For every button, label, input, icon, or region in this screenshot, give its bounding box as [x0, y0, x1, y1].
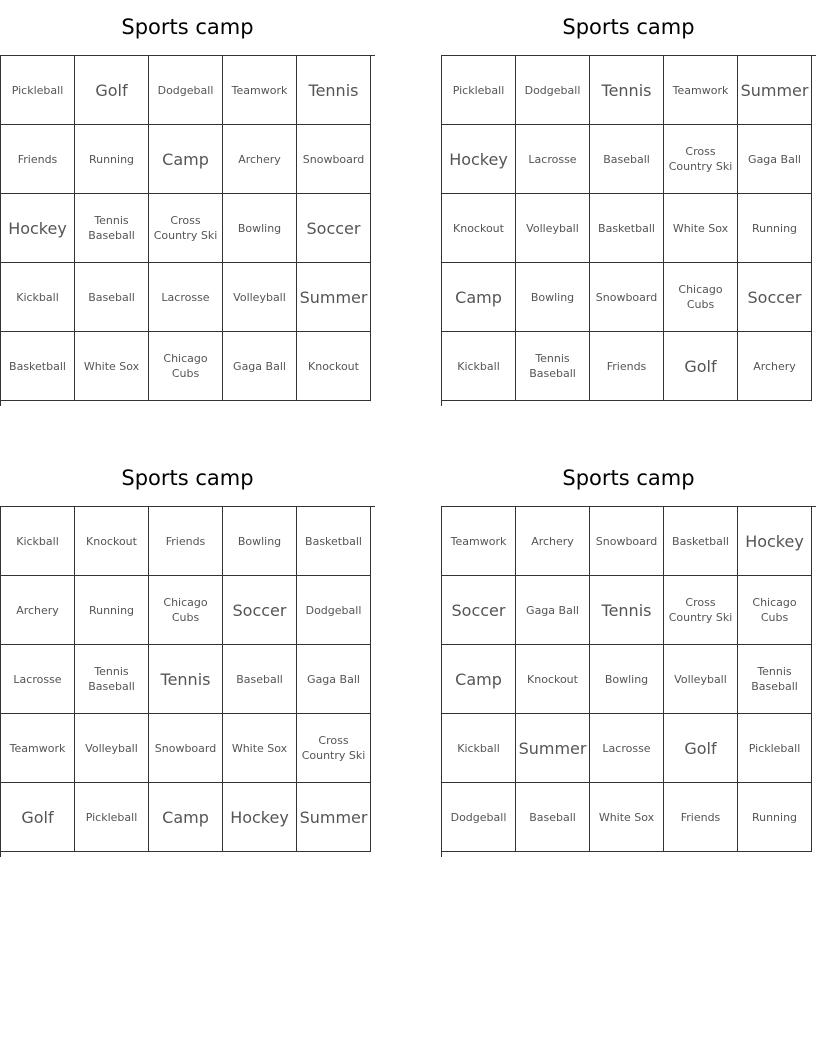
bingo-cell: Pickleball: [442, 56, 516, 125]
bingo-cell: Teamwork: [1, 714, 75, 783]
bingo-cell: Tennis: [590, 576, 664, 645]
bingo-cell: Volleyball: [664, 645, 738, 714]
bingo-cell: Pickleball: [738, 714, 812, 783]
bingo-cell: Camp: [149, 783, 223, 852]
bingo-cell: Kickball: [442, 714, 516, 783]
bingo-cell: Cross Country Ski: [297, 714, 371, 783]
bingo-cell: Chicago Cubs: [664, 263, 738, 332]
bingo-cell: Camp: [442, 263, 516, 332]
bingo-cell: Lacrosse: [149, 263, 223, 332]
bingo-cell: Tennis: [149, 645, 223, 714]
bingo-cell: Knockout: [516, 645, 590, 714]
bingo-cell: Snowboard: [149, 714, 223, 783]
bingo-cell: Running: [75, 576, 149, 645]
bingo-cell: Basketball: [297, 507, 371, 576]
bingo-cell: Tennis: [590, 56, 664, 125]
bingo-cell: Tennis Baseball: [75, 194, 149, 263]
bingo-cell: Friends: [149, 507, 223, 576]
bingo-grid: [0, 506, 375, 857]
bingo-cell: Chicago Cubs: [149, 332, 223, 401]
bingo-cell: Friends: [664, 783, 738, 852]
bingo-cell: Snowboard: [297, 125, 371, 194]
bingo-cell: Summer: [297, 783, 371, 852]
bingo-cell: Volleyball: [75, 714, 149, 783]
bingo-cell: Summer: [297, 263, 371, 332]
bingo-cell: Summer: [738, 56, 812, 125]
bingo-cell: Baseball: [590, 125, 664, 194]
bingo-cell: Lacrosse: [516, 125, 590, 194]
bingo-cell: Soccer: [442, 576, 516, 645]
bingo-cell: White Sox: [223, 714, 297, 783]
bingo-cell: Cross Country Ski: [664, 125, 738, 194]
bingo-cell: Bowling: [590, 645, 664, 714]
bingo-cell: Camp: [149, 125, 223, 194]
bingo-cell: Tennis Baseball: [75, 645, 149, 714]
card-title: Sports camp: [121, 15, 254, 39]
bingo-cell: Kickball: [1, 507, 75, 576]
bingo-cell: Golf: [664, 332, 738, 401]
bingo-cell: Chicago Cubs: [149, 576, 223, 645]
bingo-cell: Baseball: [75, 263, 149, 332]
bingo-cell: Camp: [442, 645, 516, 714]
bingo-grid: [441, 55, 816, 406]
bingo-cell: Basketball: [590, 194, 664, 263]
bingo-cell: Pickleball: [75, 783, 149, 852]
bingo-cell: Chicago Cubs: [738, 576, 812, 645]
bingo-cell: Soccer: [223, 576, 297, 645]
bingo-cell: Tennis: [297, 56, 371, 125]
bingo-cell: Knockout: [75, 507, 149, 576]
bingo-cell: Archery: [738, 332, 812, 401]
bingo-cell: Hockey: [738, 507, 812, 576]
bingo-cell: Knockout: [297, 332, 371, 401]
bingo-cell: Golf: [664, 714, 738, 783]
bingo-cell: Summer: [516, 714, 590, 783]
bingo-cell: Archery: [516, 507, 590, 576]
bingo-cell: Tennis Baseball: [738, 645, 812, 714]
bingo-cell: Dodgeball: [516, 56, 590, 125]
bingo-cell: Golf: [75, 56, 149, 125]
bingo-grid: [441, 506, 816, 857]
bingo-cell: Hockey: [442, 125, 516, 194]
bingo-cell: Volleyball: [516, 194, 590, 263]
bingo-cell: Soccer: [297, 194, 371, 263]
card-title: Sports camp: [562, 15, 695, 39]
bingo-cell: Soccer: [738, 263, 812, 332]
bingo-cell: Running: [738, 783, 812, 852]
bingo-cell: Running: [738, 194, 812, 263]
bingo-cell: Volleyball: [223, 263, 297, 332]
bingo-cell: Friends: [1, 125, 75, 194]
bingo-cell: Tennis Baseball: [516, 332, 590, 401]
bingo-cell: White Sox: [664, 194, 738, 263]
card-title: Sports camp: [121, 466, 254, 490]
bingo-cell: Snowboard: [590, 507, 664, 576]
bingo-cell: Bowling: [516, 263, 590, 332]
bingo-cell: Archery: [1, 576, 75, 645]
bingo-cell: Basketball: [664, 507, 738, 576]
bingo-cell: Snowboard: [590, 263, 664, 332]
bingo-cell: Pickleball: [1, 56, 75, 125]
bingo-cell: Cross Country Ski: [664, 576, 738, 645]
bingo-cell: Hockey: [223, 783, 297, 852]
bingo-cell: Kickball: [442, 332, 516, 401]
bingo-cell: Bowling: [223, 194, 297, 263]
bingo-cell: White Sox: [590, 783, 664, 852]
bingo-grid: [0, 55, 375, 406]
bingo-cell: Gaga Ball: [297, 645, 371, 714]
bingo-cell: Knockout: [442, 194, 516, 263]
bingo-cell: Teamwork: [223, 56, 297, 125]
bingo-cell: Basketball: [1, 332, 75, 401]
bingo-cell: Bowling: [223, 507, 297, 576]
bingo-cell: White Sox: [75, 332, 149, 401]
card-title: Sports camp: [562, 466, 695, 490]
bingo-cell: Gaga Ball: [738, 125, 812, 194]
bingo-cell: Running: [75, 125, 149, 194]
bingo-cell: Dodgeball: [297, 576, 371, 645]
bingo-cell: Teamwork: [664, 56, 738, 125]
bingo-cell: Archery: [223, 125, 297, 194]
bingo-cell: Baseball: [516, 783, 590, 852]
bingo-cell: Gaga Ball: [516, 576, 590, 645]
bingo-cell: Hockey: [1, 194, 75, 263]
bingo-cell: Baseball: [223, 645, 297, 714]
bingo-cell: Lacrosse: [1, 645, 75, 714]
bingo-cell: Lacrosse: [590, 714, 664, 783]
bingo-cell: Dodgeball: [149, 56, 223, 125]
bingo-cell: Dodgeball: [442, 783, 516, 852]
bingo-cell: Kickball: [1, 263, 75, 332]
bingo-cell: Teamwork: [442, 507, 516, 576]
bingo-cell: Gaga Ball: [223, 332, 297, 401]
bingo-cell: Golf: [1, 783, 75, 852]
bingo-cell: Friends: [590, 332, 664, 401]
bingo-cell: Cross Country Ski: [149, 194, 223, 263]
